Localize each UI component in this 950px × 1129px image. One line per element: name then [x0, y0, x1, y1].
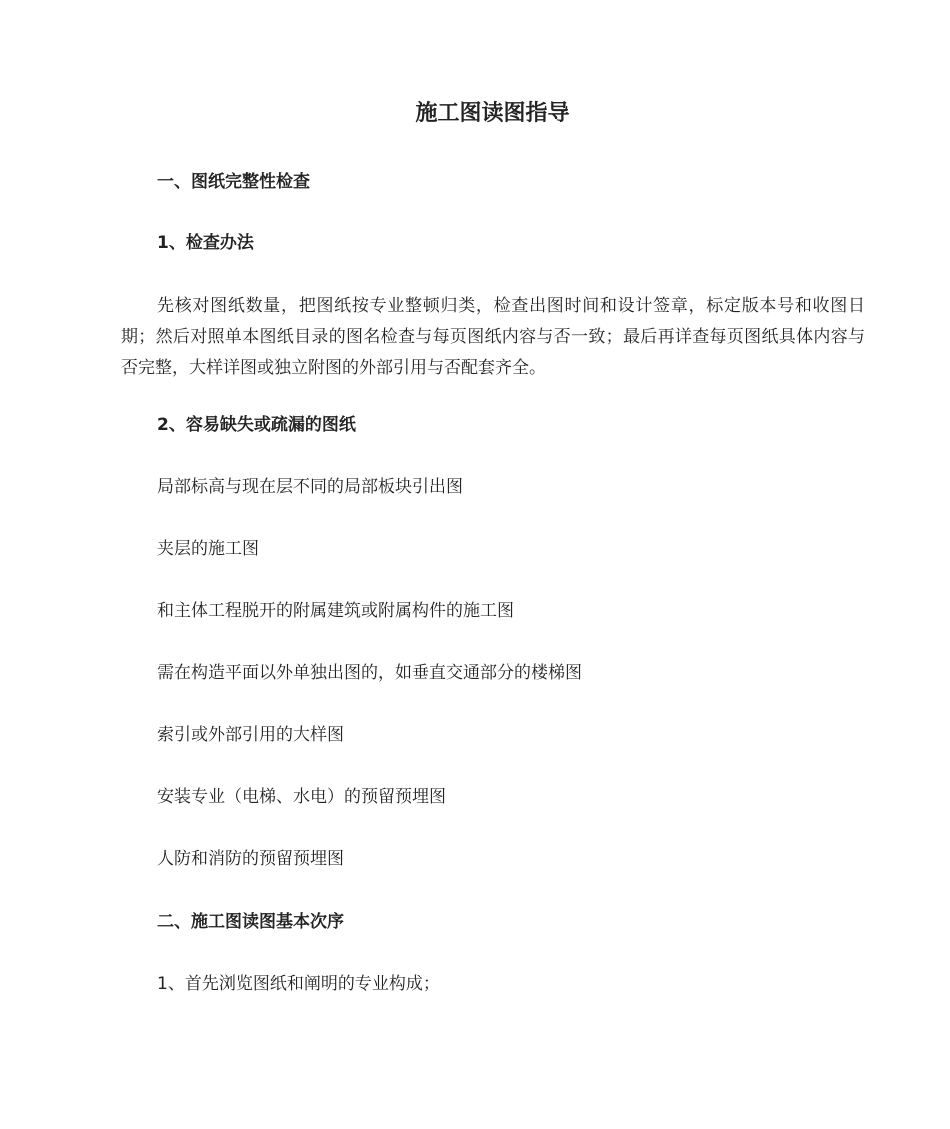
subsection-heading-check-method: 1、检查办法 [157, 233, 254, 253]
list-item: 安装专业（电梯、水电）的预留预埋图 [157, 787, 446, 807]
list-item: 需在构造平面以外单独出图的，如垂直交通部分的楼梯图 [157, 663, 582, 683]
section-heading-reading-order: 二、施工图读图基本次序 [157, 912, 344, 932]
subsection-heading-missing-drawings: 2、容易缺失或疏漏的图纸 [157, 415, 356, 435]
list-item: 人防和消防的预留预埋图 [157, 849, 344, 869]
list-item: 局部标高与现在层不同的局部板块引出图 [157, 477, 463, 497]
list-item: 索引或外部引用的大样图 [157, 725, 344, 745]
check-method-paragraph: 先核对图纸数量，把图纸按专业整顿归类，检查出图时间和设计签章，标定版本号和收图日期；然后对照单本图纸目录的图名检查与每页图纸内容与否一致；最后再详查每页图纸具体内容与否完整，大样详图或独立附图的外部引用与否配套齐全。 [121, 296, 865, 378]
section-heading-completeness-check: 一、图纸完整性检查 [157, 172, 310, 192]
document-title: 施工图读图指导 [415, 101, 570, 126]
list-item: 1、首先浏览图纸和阐明的专业构成； [157, 974, 440, 994]
list-item: 和主体工程脱开的附属建筑或附属构件的施工图 [157, 601, 514, 621]
list-item: 夹层的施工图 [157, 539, 259, 559]
